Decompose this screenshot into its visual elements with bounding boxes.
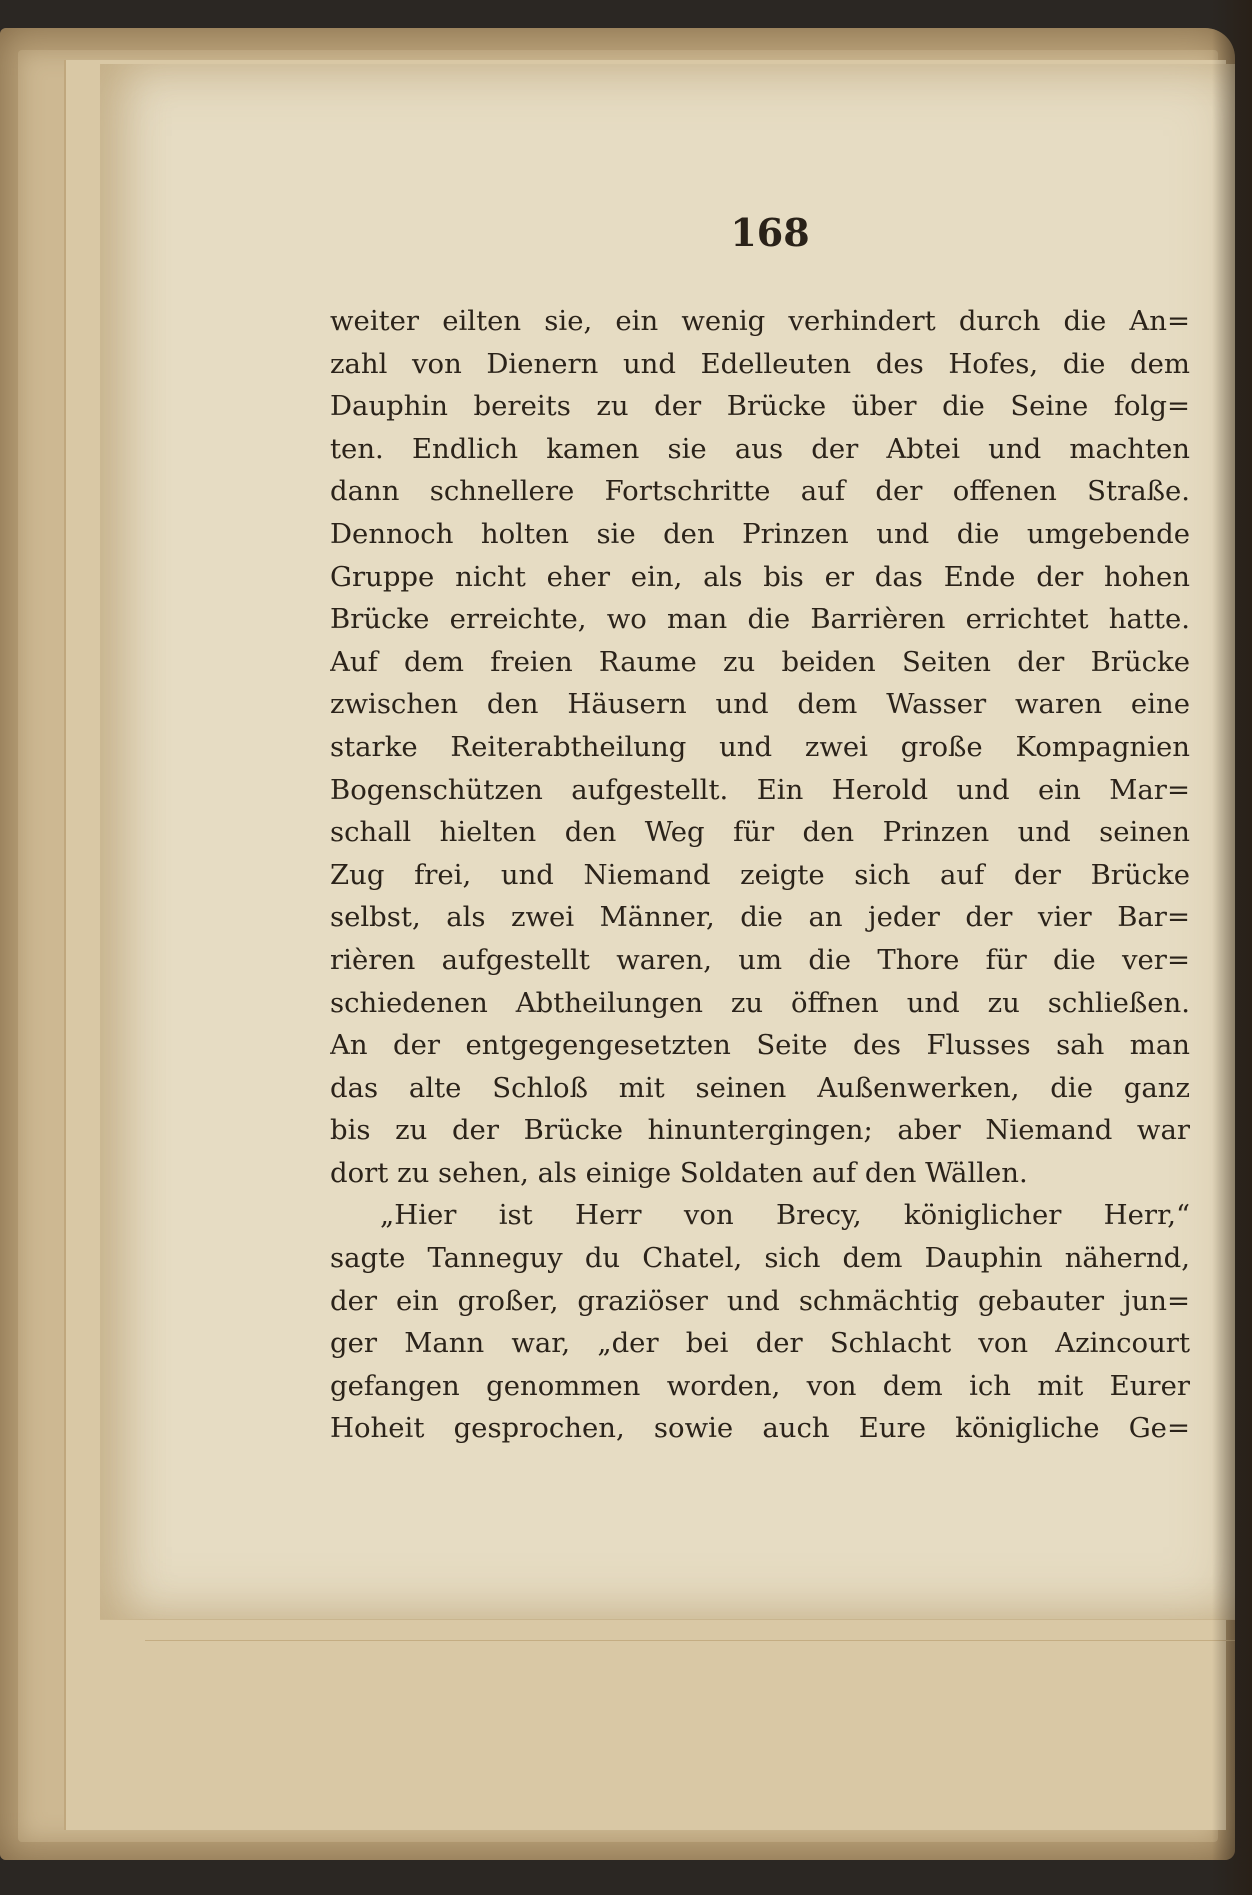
text-line: bis zu der Brücke hinuntergingen; aber Niemand war [330, 1114, 1190, 1147]
text-line: Gruppe nicht eher ein, als bis er das Ende der hohen [330, 560, 1190, 593]
text-line: selbst, als zwei Männer, die an jeder der vier Bar= [330, 901, 1190, 934]
text-line: ger Mann war, „der bei der Schlacht von Azincourt [330, 1327, 1190, 1360]
text-line: Dennoch holten sie den Prinzen und die umgebende [330, 517, 1190, 550]
text-line: Bogenschützen aufgestellt. Ein Herold und ein Mar= [330, 773, 1190, 806]
spine-shadow [1212, 0, 1252, 1895]
text-line: Dauphin bereits zu der Brücke über die Seine folg= [330, 390, 1190, 423]
text-line: schall hielten den Weg für den Prinzen und seinen [330, 816, 1190, 849]
text-line: das alte Schloß mit seinen Außenwerken, die ganz [330, 1071, 1190, 1104]
text-line: schiedenen Abtheilungen zu öffnen und zu schließen. [330, 986, 1190, 1019]
text-line: gefangen genommen worden, von dem ich mit Eurer [330, 1369, 1190, 1402]
text-line: zahl von Dienern und Edelleuten des Hofes, die dem [330, 347, 1190, 380]
text-line: „Hier ist Herr von Brecy, königlicher Herr,“ [380, 1199, 1190, 1232]
text-line: dort zu sehen, als einige Soldaten auf den Wällen. [330, 1156, 1028, 1189]
text-line: sagte Tanneguy du Chatel, sich dem Dauphin nähernd, [330, 1242, 1190, 1275]
body-text [330, 300, 1190, 1450]
page-fold-line [145, 1640, 1235, 1641]
text-line: starke Reiterabtheilung und zwei große Kompagnien [330, 730, 1190, 763]
text-line: An der entgegengesetzten Seite des Flusses sah man [330, 1029, 1190, 1062]
text-line: Auf dem freien Raume zu beiden Seiten der Brücke [330, 645, 1190, 678]
text-line: der ein großer, graziöser und schmächtig gebauter jun= [330, 1284, 1190, 1317]
text-line: Zug frei, und Niemand zeigte sich auf der Brücke [330, 858, 1190, 891]
page-number: 168 [730, 210, 810, 255]
text-line: Hoheit gesprochen, sowie auch Eure königliche Ge= [330, 1412, 1190, 1445]
text-line: weiter eilten sie, ein wenig verhindert durch die An= [330, 305, 1190, 337]
text-line: dann schnellere Fortschritte auf der offenen Straße. [330, 475, 1190, 508]
text-line: rièren aufgestellt waren, um die Thore für die ver= [330, 943, 1190, 976]
text-line: ten. Endlich kamen sie aus der Abtei und machten [330, 432, 1190, 465]
text-line: zwischen den Häusern und dem Wasser waren eine [330, 688, 1190, 721]
text-line: Brücke erreichte, wo man die Barrièren errichtet hatte. [330, 603, 1190, 636]
